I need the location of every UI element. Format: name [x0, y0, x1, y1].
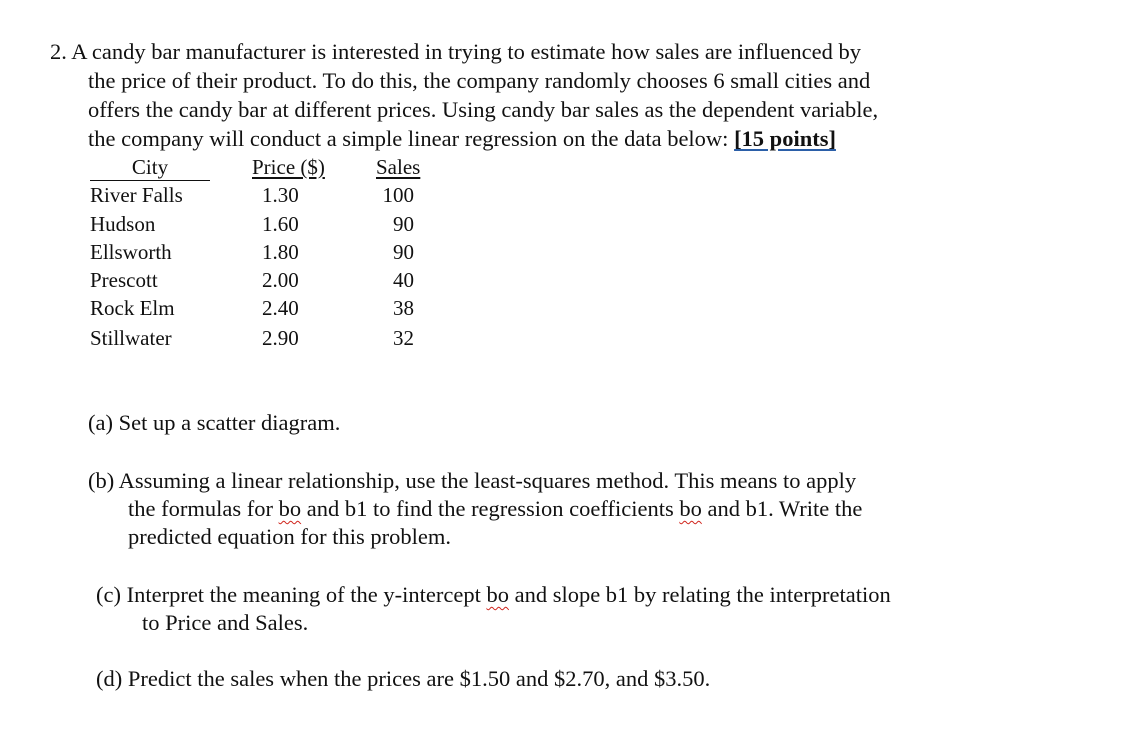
- price-cell: 2.00: [262, 268, 299, 292]
- b0-term: bo: [278, 496, 302, 521]
- sales-cell: 38: [393, 296, 414, 320]
- city-cell: Prescott: [90, 268, 158, 292]
- b0-term: bo: [486, 582, 509, 607]
- part-d: (d) Predict the sales when the prices are $1.50 and $2.70, and $3.50.: [96, 666, 711, 691]
- question-line-3: offers the candy bar at different prices. Using candy bar sales as the dependent variable,: [88, 97, 879, 122]
- sales-cell: 90: [393, 240, 414, 264]
- part-b-line-3: predicted equation for this problem.: [128, 524, 452, 549]
- part-b-line-1: (b) Assuming a linear relationship, use the least-squares method. This means to apply: [88, 468, 857, 493]
- part-b-text-a: the formulas for: [128, 496, 279, 521]
- points-label: [15 points]: [734, 126, 836, 151]
- city-cell: Ellsworth: [90, 240, 172, 264]
- part-c-line-2: to Price and Sales.: [142, 610, 309, 635]
- price-cell: 2.40: [262, 296, 299, 320]
- part-c-line-1: [96, 581, 891, 609]
- city-header-rule: [90, 180, 210, 181]
- question-line-1: [50, 38, 861, 66]
- question-text-4: the company will conduct a simple linear regression on the data below:: [88, 126, 735, 151]
- price-cell: 1.80: [262, 240, 299, 264]
- table-header-price: Price ($): [252, 155, 325, 179]
- table-header-city: [90, 154, 210, 180]
- part-b-line-2: [128, 495, 862, 523]
- sales-cell: 100: [382, 183, 414, 207]
- city-cell: Rock Elm: [90, 296, 175, 320]
- part-b-text-c: and b1. Write the: [701, 496, 863, 521]
- sales-cell: 90: [393, 212, 414, 236]
- question-text-1: A candy bar manufacturer is interested in trying to estimate how sales are influenced by: [71, 39, 861, 64]
- price-cell: 2.90: [262, 326, 299, 350]
- question-line-2: the price of their product. To do this, the company randomly chooses 6 small cities and: [88, 68, 871, 93]
- city-cell: River Falls: [90, 183, 183, 207]
- price-cell: 1.60: [262, 212, 299, 236]
- part-a: (a) Set up a scatter diagram.: [88, 410, 341, 435]
- part-c-text-a: (c) Interpret the meaning of the y-intercept: [96, 582, 487, 607]
- sales-cell: 40: [393, 268, 414, 292]
- header-city-text: City: [131, 155, 169, 179]
- b0-term: bo: [679, 496, 702, 521]
- question-number: 2.: [50, 39, 67, 64]
- price-cell: 1.30: [262, 183, 299, 207]
- question-line-4: [88, 125, 836, 153]
- city-cell: Stillwater: [90, 326, 172, 350]
- part-b-text-b: and b1 to find the regression coefficients: [301, 496, 680, 521]
- part-c-text-b: and slope b1 by relating the interpretation: [508, 582, 891, 607]
- city-cell: Hudson: [90, 212, 156, 236]
- sales-cell: 32: [393, 326, 414, 350]
- table-header-sales: Sales: [376, 155, 421, 179]
